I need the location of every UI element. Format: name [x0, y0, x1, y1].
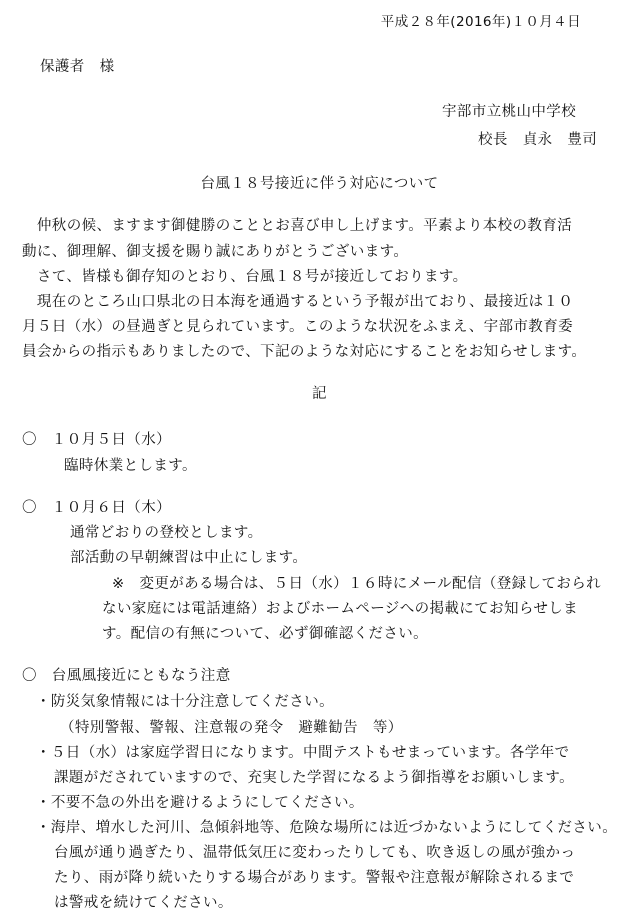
caution-item: （特別警報、警報、注意報の発令 避難勧告 等）: [60, 720, 403, 736]
addressee: 保護者 様: [40, 59, 115, 75]
document-title: 台風１８号接近に伴う対応について: [200, 176, 439, 192]
section2-heading: 〇 １０月６日（木）: [22, 500, 171, 516]
section2-note: す。配信の有無について、必ず御確認ください。: [102, 626, 429, 642]
body-line: 月５日（水）の昼過ぎと見られています。このような状況をふまえ、宇部市教育委: [22, 319, 574, 335]
caution-item: ・不要不急の外出を避けるようにしてください。: [36, 795, 364, 811]
section2-note: ない家庭には電話連絡）およびホームページへの掲載にてお知らせしま: [102, 601, 579, 617]
caution-item: は警戒を続けてください。: [54, 895, 233, 911]
date: 平成２８年(2016年)１０月４日: [380, 14, 581, 30]
caution-item: たり、雨が降り続いたりする場合があります。警報や注意報が解除されるまで: [54, 870, 575, 886]
body-line: 員会からの指示もありましたので、下記のような対応にすることをお知らせします。: [22, 344, 587, 360]
section2-line: 部活動の早朝練習は中止にします。: [70, 550, 308, 566]
caution-item: ・５日（水）は家庭学習日になります。中間テストもせまっています。各学年で: [36, 745, 570, 761]
body-line: 仲秋の候、ますます御健勝のこととお喜び申し上げます。平素より本校の教育活: [22, 218, 573, 234]
section1-text: 臨時休業とします。: [64, 458, 197, 474]
section2-line: 通常どおりの登校とします。: [70, 525, 263, 541]
caution-item: 台風が通り過ぎたり、温帯低気圧に変わったりしても、吹き返しの風が強かっ: [54, 845, 576, 861]
body-line: さて、皆様も御存知のとおり、台風１８号が接近しております。: [22, 269, 468, 285]
caution-item: 課題がだされていますので、充実した学習になるよう御指導をお願いします。: [54, 770, 575, 786]
caution-item: ・海岸、増水した河川、急傾斜地等、危険な場所には近づかないようにしてください。: [36, 820, 618, 836]
body-line: 動に、御理解、御支援を賜り誠にありがとうございます。: [22, 244, 409, 260]
school-name: 宇部市立桃山中学校: [442, 104, 577, 120]
section3-heading: 〇 台風風接近にともなう注意: [22, 668, 231, 684]
principal-name: 校長 貞永 豊司: [478, 132, 598, 148]
caution-item: ・防災気象情報には十分注意してください。: [36, 694, 334, 710]
section2-note: ※ 変更がある場合は、５日（水）１６時にメール配信（登録しておられ: [112, 576, 602, 592]
body-line: 現在のところ山口県北の日本海を通過するという予報が出ており、最接近は１０: [22, 294, 574, 310]
section1-heading: 〇 １０月５日（水）: [22, 432, 171, 448]
ki-heading: 記: [312, 386, 327, 402]
